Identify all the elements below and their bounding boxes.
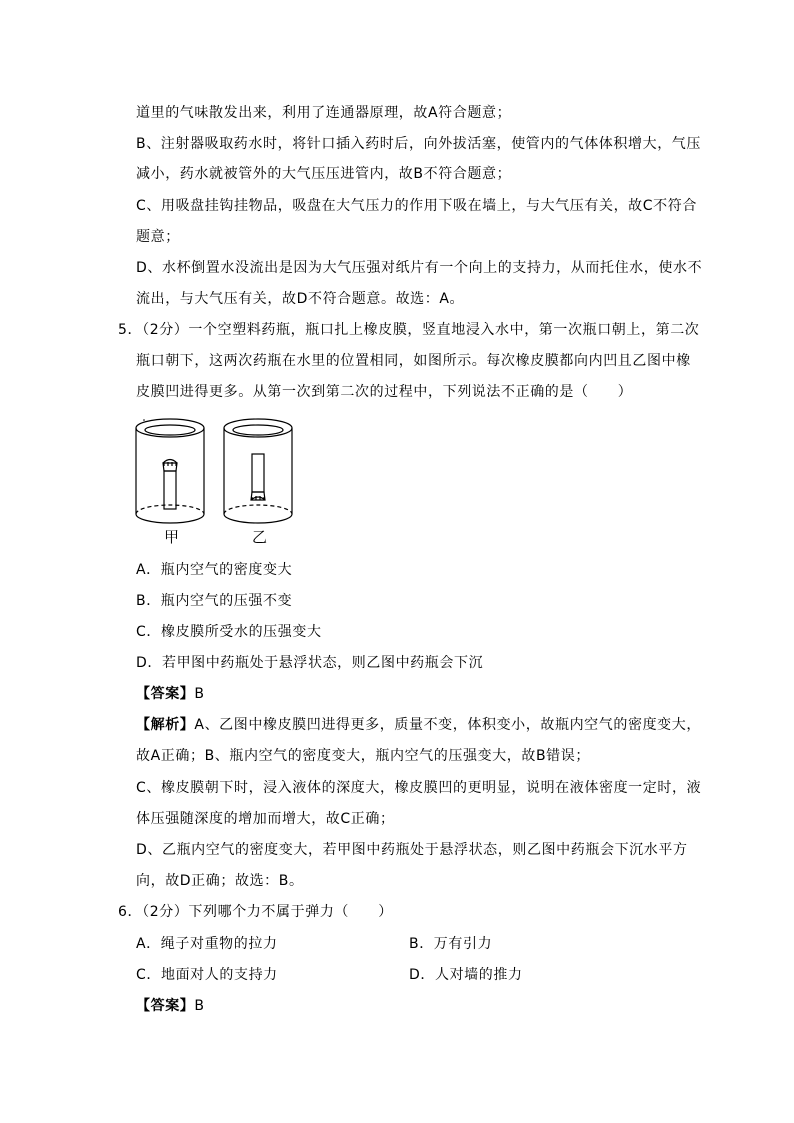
question-5-analysis (136, 715, 701, 735)
question-5-stem: 瓶口朝下，这两次药瓶在水里的位置相同，如图所示。每次橡皮膜都向内凹且乙图中橡 (136, 353, 691, 369)
question-5-answer (136, 684, 205, 704)
answer-tag: 【答案】 (136, 998, 195, 1014)
question-6-option-a: A．绳子对重物的拉力 (136, 936, 278, 952)
explanation-line: 流出，与大气压有关，故D不符合题意。故选：A。 (136, 291, 465, 307)
question-6-stem: 6．（2分）下列哪个力不属于弹力（ ） (118, 904, 393, 920)
answer-value: B (194, 686, 205, 702)
question-6-answer (136, 996, 205, 1016)
figure-label-yi: 乙 (252, 528, 268, 546)
question-5-option-c: C．橡皮膜所受水的压强变大 (136, 624, 322, 640)
question-5-figure (134, 416, 314, 548)
explanation-line: D、水杯倒置水没流出是因为大气压强对纸片有一个向上的支持力，从而托住水，使水不 (136, 260, 703, 276)
answer-tag: 【答案】 (136, 686, 195, 702)
question-6-option-b: B．万有引力 (409, 936, 493, 952)
question-5-option-d: D．若甲图中药瓶处于悬浮状态，则乙图中药瓶会下沉 (136, 655, 484, 671)
explanation-line: 减小，药水就被管外的大气压压进管内，故B不符合题意； (136, 166, 512, 182)
analysis-line: 故A正确；B、瓶内空气的密度变大，瓶内空气的压强变大，故B错误； (136, 748, 590, 764)
answer-value: B (194, 998, 205, 1014)
analysis-line: 向，故D正确；故选：B。 (136, 873, 304, 889)
explanation-line: 题意； (136, 229, 180, 245)
explanation-line: 道里的气味散发出来，利用了连通器原理，故A符合题意； (136, 105, 512, 121)
beakers-diagram (134, 416, 314, 526)
question-5-option-b: B．瓶内空气的压强不变 (136, 593, 293, 609)
question-6-option-c: C．地面对人的支持力 (136, 967, 278, 983)
analysis-line: D、乙瓶内空气的密度变大，若甲图中药瓶处于悬浮状态，则乙图中药瓶会下沉水平方 (136, 842, 688, 858)
question-5-stem: 皮膜凹进得更多。从第一次到第二次的过程中，下列说法不正确的是（ ） (136, 384, 633, 400)
analysis-line: 体压强随深度的增加而增大，故C正确； (136, 811, 395, 827)
analysis-tag: 【解析】 (136, 717, 195, 733)
figure-label-jia: 甲 (164, 528, 180, 546)
analysis-line: A、乙图中橡皮膜凹进得更多，质量不变，体积变小，故瓶内空气的密度变大， (194, 717, 701, 733)
question-5-option-a: A．瓶内空气的密度变大 (136, 562, 293, 578)
question-5-stem: 5．（2分）一个空塑料药瓶，瓶口扎上橡皮膜，竖直地浸入水中，第一次瓶口朝上，第二次 (118, 322, 700, 338)
analysis-line: C、橡皮膜朝下时，浸入液体的深度大，橡皮膜凹的更明显，说明在液体密度一定时，液 (136, 780, 702, 796)
explanation-line: C、用吸盘挂钩挂物品，吸盘在大气压力的作用下吸在墙上，与大气压有关，故C不符合 (136, 198, 697, 214)
question-6-option-d: D．人对墙的推力 (409, 967, 523, 983)
explanation-line: B、注射器吸取药水时，将针口插入药时后，向外拔活塞，使管内的气体体积增大，气压 (136, 136, 702, 152)
